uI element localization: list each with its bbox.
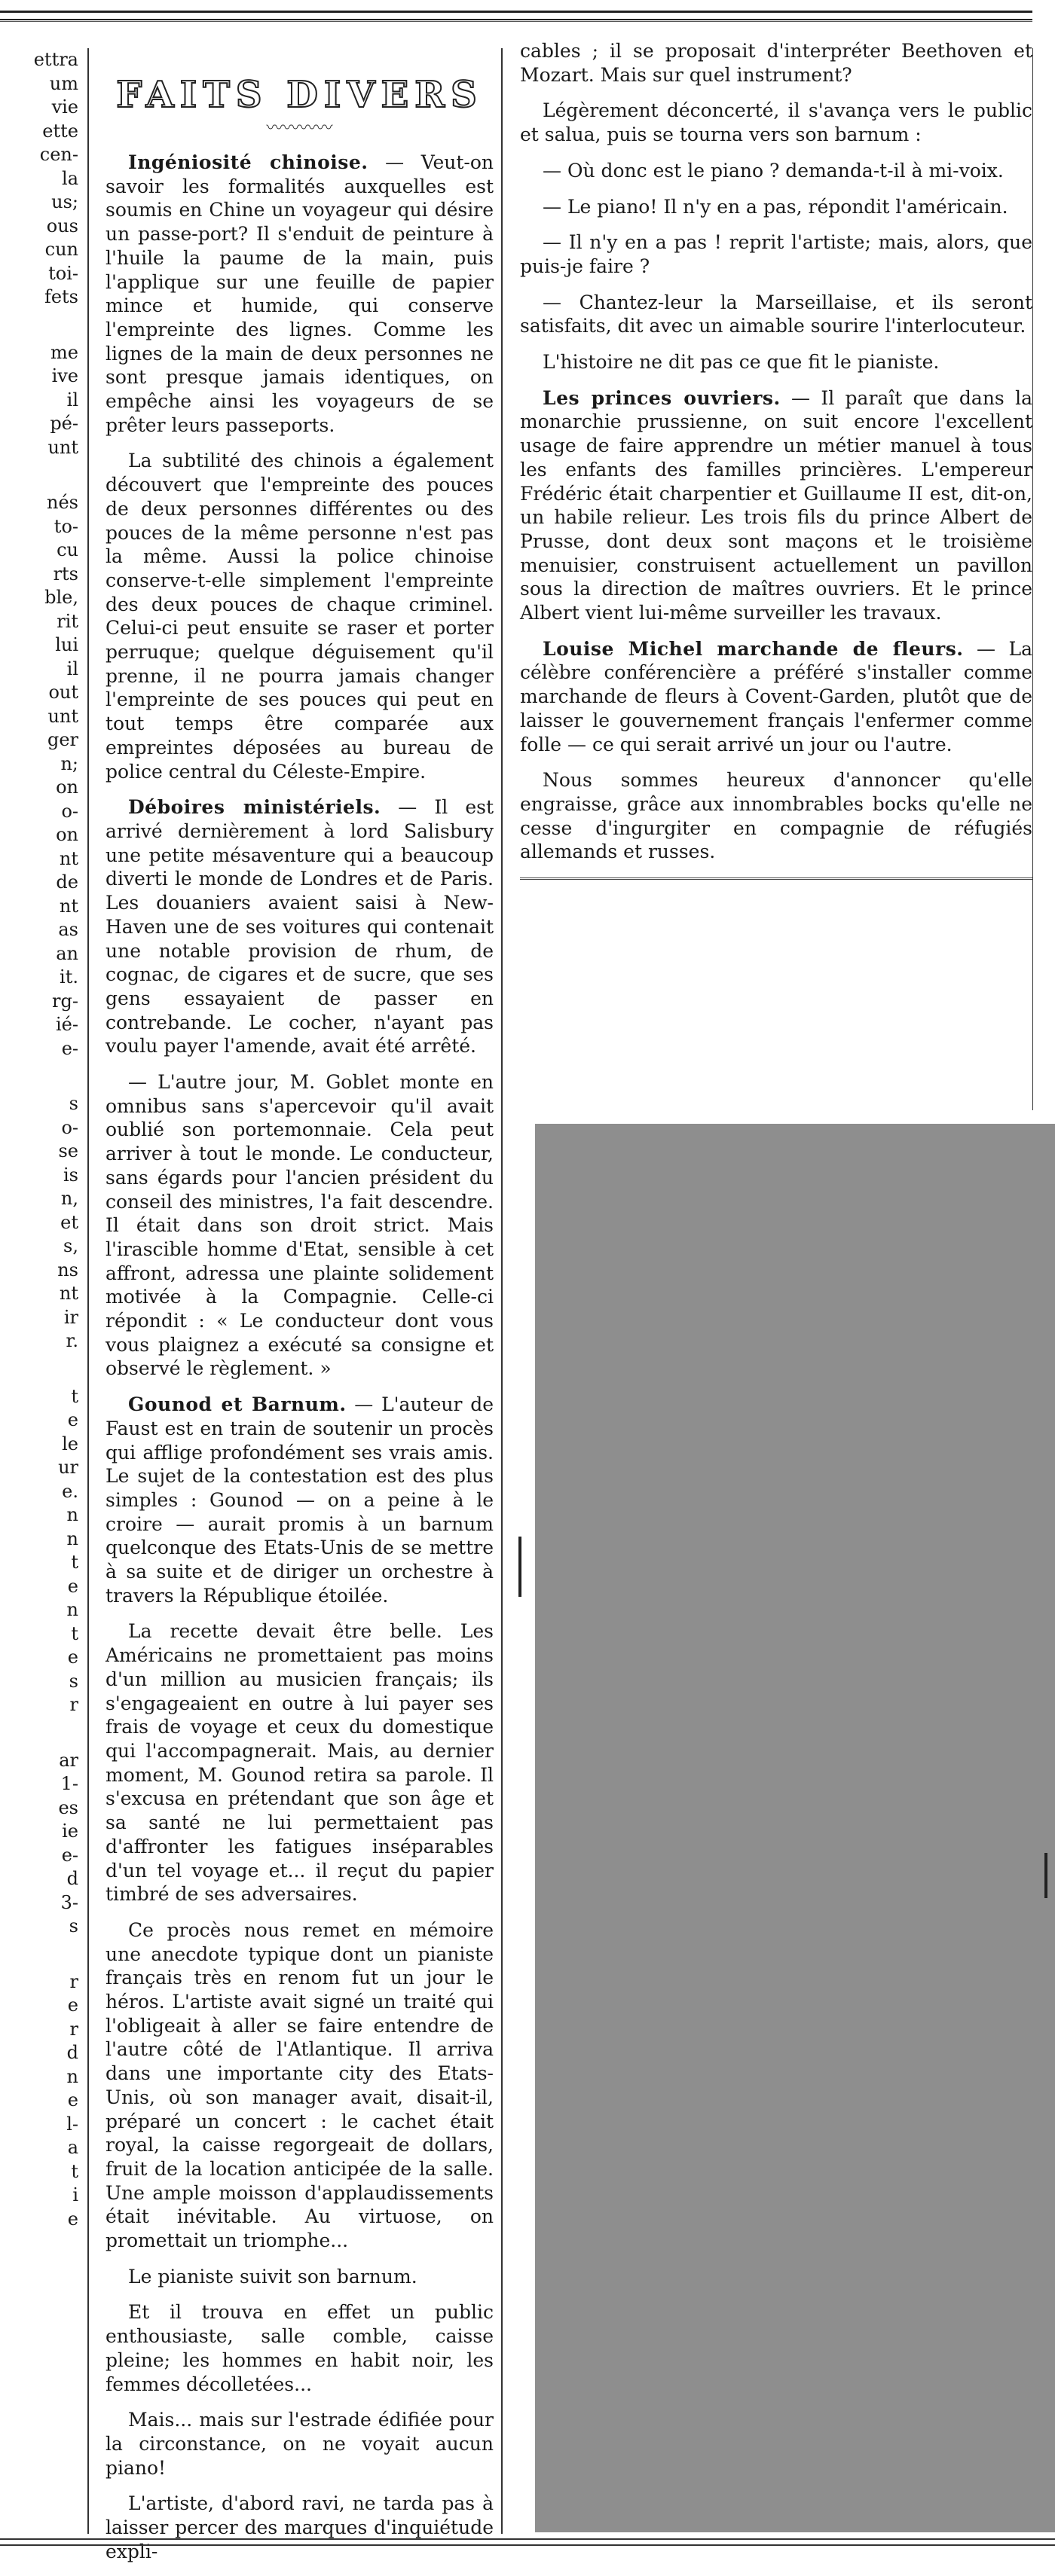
right-column — [520, 39, 1032, 883]
left-fragment-line: nés — [47, 492, 78, 513]
article-text: La subtilité des chinois a également découvert que l'empreinte des pouces de deux personnes différentes ou des pouces de la même personne n'est pas la même. Aussi la police chinoise conserve-t-elle simplement l'empreinte des deux pouces de chaque criminel. Celui-ci peut ensuite se raser et porter perruque; quelque déguisement qu'il prenne, il ne pourra jamais changer l'empreinte de ses pouces qui peut en tout temps être comparée aux empreintes déposées au bureau de police central du Céleste-Empire. — [106, 450, 494, 783]
article-paragraph — [520, 768, 1032, 864]
left-fragment-line: n — [66, 1504, 78, 1525]
article-text: L'histoire ne dit pas ce que fit le pianiste. — [543, 351, 940, 374]
article-paragraph — [520, 99, 1032, 146]
left-fragment-line: e — [67, 1995, 78, 2016]
left-fragment-line: n — [66, 2065, 78, 2087]
left-fragment-line: um — [49, 72, 78, 94]
left-fragment-line: 1- — [60, 1773, 78, 1794]
left-fragment-line: an — [56, 942, 78, 964]
article-paragraph — [520, 195, 1032, 219]
top-rule-thin — [0, 21, 1032, 22]
left-fragment-line: e — [67, 1575, 78, 1597]
article-text: Ce procès nous remet en mémoire une anecdote typique dont un pianiste français très en renom fut un jour le héros. L'artiste avait signé un traité qui l'obligeait à aller se faire entendre de l'autre côté de l'Atlantique. Il arriva dans une importante city des Etats-Unis, où son manager avait, disait-il, préparé un concert : le cachet était royal, la caisse regorgeait de dollars, fruit de la location anticipée de la salle. Une ample moisson d'applaudissements était inévitable. Au virtuose, on promettait un triomphe... — [106, 1918, 494, 2252]
left-fragment-line: i — [72, 2184, 78, 2205]
left-fragment-line: ger — [47, 729, 78, 750]
left-fragment-line: nt — [59, 895, 78, 917]
left-fragment-line: r — [69, 1970, 78, 1992]
faits-divers-column — [106, 48, 494, 2576]
left-fragment-line: rit — [57, 610, 78, 632]
left-fragment-line: r. — [66, 1330, 78, 1351]
middle-articles — [106, 151, 494, 2564]
left-fragment-line: to- — [54, 515, 78, 537]
left-fragment-line: d — [66, 1868, 78, 1889]
left-fragment-line: ir — [63, 1306, 78, 1328]
article-paragraph — [106, 1619, 494, 1906]
left-fragment-line: ous — [46, 215, 78, 237]
article-text: La recette devait être belle. Les Américains ne promettaient pas moins d'un million au musicien français; ils s'engageaient en outre à lui payer ses frais de voyage et ceux du domestique qui l'accompagnerait. Mais, au dernier moment, M. Gounod retira sa parole. Il s'excusa en prétendant que son âge et sa santé ne lui permettaient pas d'affronter les fatigues inséparables d'un tel voyage et... il reçut du papier timbré de ses adversaires. — [106, 1620, 494, 1906]
left-fragment-line: fets — [44, 286, 78, 307]
section-heading: FAITS DIVERS — [116, 74, 483, 116]
left-fragment-line: ns — [57, 1259, 78, 1280]
left-fragment-line: nt — [59, 847, 78, 869]
top-rule — [0, 11, 1032, 20]
left-fragment-line: e- — [61, 1037, 78, 1059]
blank-gray-area — [535, 1124, 1055, 2532]
left-fragment-line: as — [58, 919, 78, 940]
article-paragraph — [106, 2492, 494, 2563]
left-fragment-line: se — [58, 1140, 78, 1161]
left-fragment-line: s — [69, 1670, 78, 1692]
left-fragment-line: e- — [61, 1844, 78, 1866]
left-fragment-line: de — [56, 871, 78, 893]
article-paragraph — [520, 39, 1032, 87]
article-paragraph — [520, 159, 1032, 183]
article-text: Nous sommes heureux d'annoncer qu'elle engraisse, grâce aux innombrables bocks qu'elle ne cesse d'ingurgiter en compagnie de réfugiés allemands et russes. — [520, 769, 1032, 863]
left-fragment-line: nt — [59, 1283, 78, 1304]
left-fragment-line: us; — [51, 191, 78, 212]
article-text: Et il trouva en effet un public enthousiaste, salle comble, caisse pleine; les hommes en habit noir, les femmes décolletées... — [106, 2301, 494, 2395]
left-fragment-line: r — [69, 2018, 78, 2040]
left-fragment-line: d — [66, 2042, 78, 2063]
left-fragment-line: on — [56, 777, 78, 798]
left-fragment-line: il — [66, 389, 78, 411]
left-fragment-line: me — [50, 341, 78, 363]
left-fragment-line: s — [69, 1915, 78, 1937]
column-divider-middle — [501, 48, 503, 2534]
article-paragraph — [106, 1918, 494, 2253]
article-paragraph — [520, 230, 1032, 278]
left-fragment-line: n — [66, 1528, 78, 1549]
left-fragment-line: cun — [44, 239, 78, 260]
left-fragment-line: vie — [51, 96, 78, 118]
article-kicker: Les princes ouvriers. — [543, 386, 781, 409]
left-fragment-line: ive — [51, 365, 78, 386]
article-paragraph — [106, 1393, 494, 1607]
left-fragment-line: ble, — [44, 587, 78, 608]
article-text: Légèrement déconcerté, il s'avança vers le public et salua, puis se tourna vers son barnum : — [520, 99, 1032, 146]
right-articles — [520, 39, 1032, 864]
article-paragraph — [106, 151, 494, 437]
left-fragment-line: e — [67, 2089, 78, 2111]
left-fragment-line: cen- — [39, 144, 78, 165]
article-text: — L'autre jour, M. Goblet monte en omnibus sans s'apercevoir qu'il avait oublié son portemonnaie. Cela peut arriver à tout le monde. Le conducteur, sans égards pour l'ancien président du conseil des ministres, l'a fait descendre. Il était dans son droit strict. Mais l'irascible homme d'Etat, sensible à cet affront, adressa une plainte solidement motivée à la Compagnie. Celle-ci répondit : « Le conducteur dont vous vous plaignez a exécuté sa consigne et observé le règlement. » — [106, 1071, 494, 1380]
article-kicker: Ingéniosité chinoise. — [128, 151, 368, 173]
left-fragment-line: unt — [47, 705, 78, 727]
left-fragment-line: l- — [66, 2113, 78, 2135]
left-fragment-line: ettra — [33, 49, 78, 70]
article-paragraph — [106, 2300, 494, 2396]
left-fragment-line: t — [71, 1622, 78, 1644]
left-fragment-line: o- — [61, 1116, 78, 1138]
article-text: — Le piano! Il n'y en a pas, répondit l'américain. — [543, 195, 1008, 218]
left-fragment-line: ie — [62, 1821, 78, 1842]
left-fragment-line: n, — [60, 1188, 78, 1209]
article-text: Le pianiste suivit son barnum. — [128, 2265, 417, 2288]
left-fragment-line: 3- — [60, 1891, 78, 1913]
article-kicker: Gounod et Barnum. — [128, 1393, 347, 1416]
left-fragment-line: ié- — [56, 1014, 78, 1035]
article-text: — L'auteur de Faust est en train de soutenir un procès qui afflige profondément ses vrais amis. Le sujet de la contestation est des plus simples : Gounod — on a peine à le croire — aurait promis à un barnum quelconque des Etats-Unis de se mettre à sa suite et de diriger un orchestre à travers la République étoilée. — [106, 1393, 494, 1607]
article-text: — Chantez-leur la Marseillaise, et ils seront satisfaits, dit avec un aimable sourire l'interlocuteur. — [520, 291, 1032, 337]
left-fragment-line: e — [67, 1647, 78, 1668]
article-paragraph — [106, 1070, 494, 1381]
left-fragment-line: s — [69, 1093, 78, 1114]
left-fragment-line: t — [71, 1385, 78, 1407]
heading-ornament: 〰〰〰〰 — [266, 119, 333, 138]
left-fragment-line: cu — [57, 539, 78, 560]
left-fragment-line: o- — [61, 800, 78, 822]
column-divider-left — [87, 48, 89, 2534]
left-fragment-line: unt — [47, 436, 78, 458]
left-fragment-line: es — [58, 1796, 78, 1818]
article-paragraph — [106, 2265, 494, 2289]
column-end-rule — [520, 877, 1032, 883]
article-paragraph — [520, 291, 1032, 338]
left-fragment-line: t — [71, 2160, 78, 2182]
left-fragment-line: et — [60, 1211, 78, 1233]
article-kicker: Déboires ministériels. — [128, 796, 381, 819]
left-column-fragments — [0, 48, 83, 2231]
left-fragment-line: lui — [55, 634, 78, 655]
article-text: — La célèbre conférencière a préféré s'installer comme marchande de fleurs à Covent-Garden, plutôt que de laisser le gouvernement français l'enfermer comme folle — ce qui serait arrivé un jour ou l'autre. — [520, 637, 1032, 755]
left-fragment-line: n; — [60, 752, 78, 774]
left-fragment-line: toi- — [48, 262, 78, 284]
article-text: — Il paraît que dans la monarchie prussienne, on suit encore l'excellent usage de faire apprendre un métier manuel à tous les enfants des familles princières. L'empereur Frédéric était charpentier et Guillaume II est, dit-on, un habile relieur. Les trois fils du prince Albert de Prusse, dont deux sont maçons et le troisième menuisier, construisent actuellement un pavillon sous la direction de maîtres ouvriers. Et le prince Albert vient lui-même surveiller les travaux. — [520, 386, 1032, 624]
left-fragment-line: rg- — [52, 990, 78, 1012]
article-paragraph — [106, 795, 494, 1058]
bottom-rule — [0, 2538, 1055, 2546]
left-fragment-line: pé- — [50, 413, 78, 434]
left-fragment-line: a — [67, 2137, 78, 2158]
left-fragment-line: ette — [42, 120, 78, 142]
left-fragment-line: ur — [58, 1457, 78, 1478]
article-text: — Où donc est le piano ? demanda-t-il à mi-voix. — [543, 159, 1004, 182]
article-paragraph — [520, 386, 1032, 625]
scan-mark — [518, 1537, 521, 1597]
left-fragment-line: rts — [53, 563, 78, 584]
left-fragment-line: s, — [63, 1235, 78, 1256]
left-fragment-line: out — [48, 682, 78, 703]
left-fragment-line: is — [63, 1164, 78, 1186]
article-text: cables ; il se proposait d'interpréter Beethoven et Mozart. Mais sur quel instrument? — [520, 40, 1032, 86]
article-kicker: Louise Michel marchande de fleurs. — [543, 637, 964, 660]
left-fragment-line: e — [67, 1409, 78, 1430]
left-fragment-line: la — [62, 167, 78, 189]
left-fragment-line: n — [66, 1599, 78, 1620]
column-divider-right — [1032, 48, 1033, 1110]
article-text: Mais... mais sur l'estrade édifiée pour la circonstance, on ne voyait aucun piano! — [106, 2409, 494, 2479]
left-fragment-line: e. — [62, 1480, 78, 1502]
article-paragraph — [520, 637, 1032, 757]
article-text: — Il est arrivé dernièrement à lord Salisbury une petite mésaventure qui a beaucoup diverti le monde de Londres et de Paris. Les douaniers avaient saisi à New-Haven une de ses voitures qui contenait une notable provision de rhum, de cognac, de cigares et de sucre, que ses gens essayaient de passer en contrebande. Le cocher, n'ayant pas voulu payer l'amende, avait été arrêté. — [106, 796, 494, 1058]
left-fragment-line: r — [69, 1694, 78, 1715]
left-fragment-line: it. — [60, 966, 78, 987]
left-fragment-line: le — [62, 1433, 78, 1454]
article-text: — Veut-on savoir les formalités auxquelles est soumis en Chine un voyageur qui désire un passe-port? Il s'enduit de peinture à l'huile la paume de la main, puis l'applique sur une feuille de papier mince et humide, qui conserve l'empreinte des lignes. Comme les lignes de la main de deux personnes ne sont presque jamais identiques, on empêche ainsi les voyageurs de se prêter leurs passeports. — [106, 151, 494, 436]
article-paragraph — [520, 350, 1032, 374]
scan-mark — [1044, 1853, 1047, 1898]
left-fragment-line: ar — [59, 1749, 78, 1771]
article-text: — Il n'y en a pas ! reprit l'artiste; mais, alors, que puis-je faire ? — [520, 231, 1032, 277]
left-fragment-line: on — [56, 824, 78, 845]
left-fragment-line: il — [66, 658, 78, 679]
article-paragraph — [106, 449, 494, 783]
article-text: L'artiste, d'abord ravi, ne tarda pas à laisser percer des marques d'inquiétude expli- — [106, 2492, 494, 2562]
article-paragraph — [106, 2408, 494, 2480]
left-fragment-line: t — [71, 1552, 78, 1573]
left-fragment-line: e — [67, 2208, 78, 2230]
